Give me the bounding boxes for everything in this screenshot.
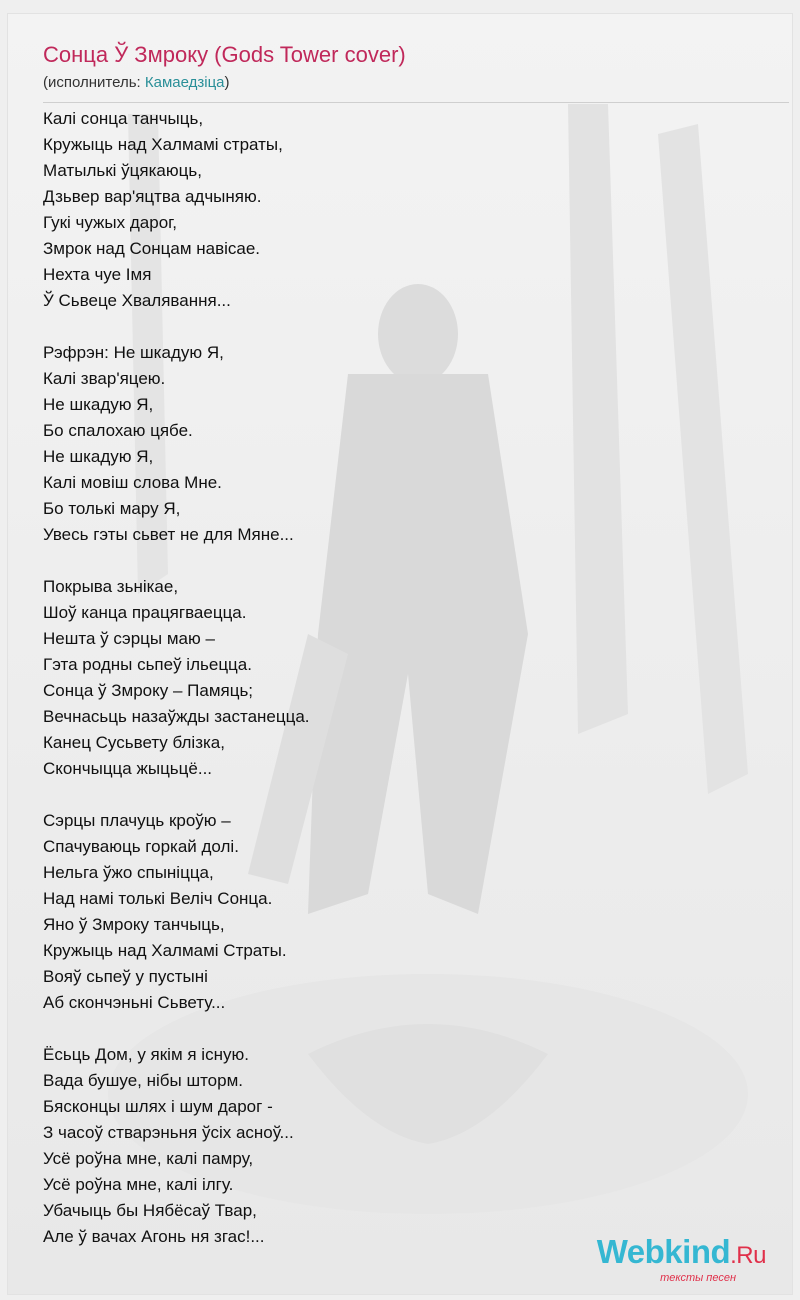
lyric-line: Гукі чужых дарог, <box>43 213 177 232</box>
lyric-line: Кружыць над Халмамі страты, <box>43 135 283 154</box>
lyric-line: Але ў вачах Агонь ня згас!... <box>43 1227 265 1246</box>
lyric-line: Ў Сьвеце Хвалявання... <box>43 291 231 310</box>
lyric-line: З часоў стварэньня ўсіх асноў... <box>43 1123 294 1142</box>
stanza-gap <box>43 548 603 574</box>
lyric-line: Нешта ў сэрцы маю – <box>43 629 215 648</box>
lyric-line: Рэфрэн: Не шкадую Я, <box>43 343 224 362</box>
site-logo[interactable] <box>597 1235 766 1284</box>
lyric-line: Сонца ў Змроку – Памяць; <box>43 681 254 700</box>
header-divider <box>43 102 789 103</box>
lyric-line: Калі звар'яцею. <box>43 369 166 388</box>
lyric-line: Змрок над Сонцам навісае. <box>43 239 261 258</box>
lyric-line: Ёсьць Дом, у якім я існую. <box>43 1045 249 1064</box>
lyrics-card <box>8 14 792 1294</box>
artist-link[interactable]: Камаедзіца <box>144 74 225 91</box>
lyric-line: Усё роўна мне, калі памру, <box>43 1149 254 1168</box>
lyric-line: Вада бушуе, нібы шторм. <box>43 1071 243 1090</box>
lyric-line: Усё роўна мне, калі ілгу. <box>43 1175 234 1194</box>
lyric-line: Бо спалохаю цябе. <box>43 421 193 440</box>
lyric-line: Кружыць над Халмамі Страты. <box>43 941 287 960</box>
lyric-line: Канец Сусьвету блізка, <box>43 733 225 752</box>
lyric-line: Убачыць бы Нябёсаў Твар, <box>43 1201 257 1220</box>
lyric-line: Над намі толькі Веліч Сонца. <box>43 889 273 908</box>
artist-suffix: ) <box>224 74 230 91</box>
artist-line <box>43 74 230 91</box>
lyric-line: Покрыва зьнікае, <box>43 577 179 596</box>
lyric-line: Аб скончэньні Сьвету... <box>43 993 226 1012</box>
stanza-gap <box>43 782 603 808</box>
lyric-line: Не шкадую Я, <box>43 447 154 466</box>
lyric-line: Вояў сьпеў у пустыні <box>43 967 208 986</box>
lyric-line: Спачуваюць горкай долі. <box>43 837 239 856</box>
lyric-line: Нехта чуе Імя <box>43 265 152 284</box>
lyric-line: Вечнасьць назаўжды застанецца. <box>43 707 310 726</box>
lyric-line: Увесь гэты сьвет не для Мяне... <box>43 525 294 544</box>
lyric-line: Бо толькі мару Я, <box>43 499 181 518</box>
logo-tagline: тексты песен <box>660 1272 736 1284</box>
stanza-gap <box>43 314 603 340</box>
lyric-line: Бясконцы шлях і шум дарог - <box>43 1097 273 1116</box>
song-title: Сонца Ў Змроку (Gods Tower cover) <box>43 42 406 67</box>
lyric-line: Сэрцы плачуць кроўю – <box>43 811 231 830</box>
lyric-line: Матылькі ўцякаюць, <box>43 161 202 180</box>
lyric-line: Дзьвер вар'яцтва адчыняю. <box>43 187 262 206</box>
artist-prefix: (исполнитель: <box>43 74 145 91</box>
lyric-line: Не шкадую Я, <box>43 395 154 414</box>
lyric-line: Калі мовіш слова Мне. <box>43 473 222 492</box>
lyric-line: Яно ў Змроку танчыць, <box>43 915 225 934</box>
lyric-line: Шоў канца працягваецца. <box>43 603 247 622</box>
lyric-line: Калі сонца танчыць, <box>43 109 204 128</box>
logo-wordmark <box>597 1235 766 1273</box>
stanza-gap <box>43 1016 603 1042</box>
lyric-line: Скончыцца жыцьцё... <box>43 759 213 778</box>
lyrics-body <box>43 106 603 1250</box>
logo-name: Webkind <box>596 1233 731 1270</box>
logo-suffix: .Ru <box>730 1242 766 1269</box>
lyric-line: Гэта родны сьпеў ільецца. <box>43 655 252 674</box>
lyric-line: Нельга ўжо спыніцца, <box>43 863 214 882</box>
